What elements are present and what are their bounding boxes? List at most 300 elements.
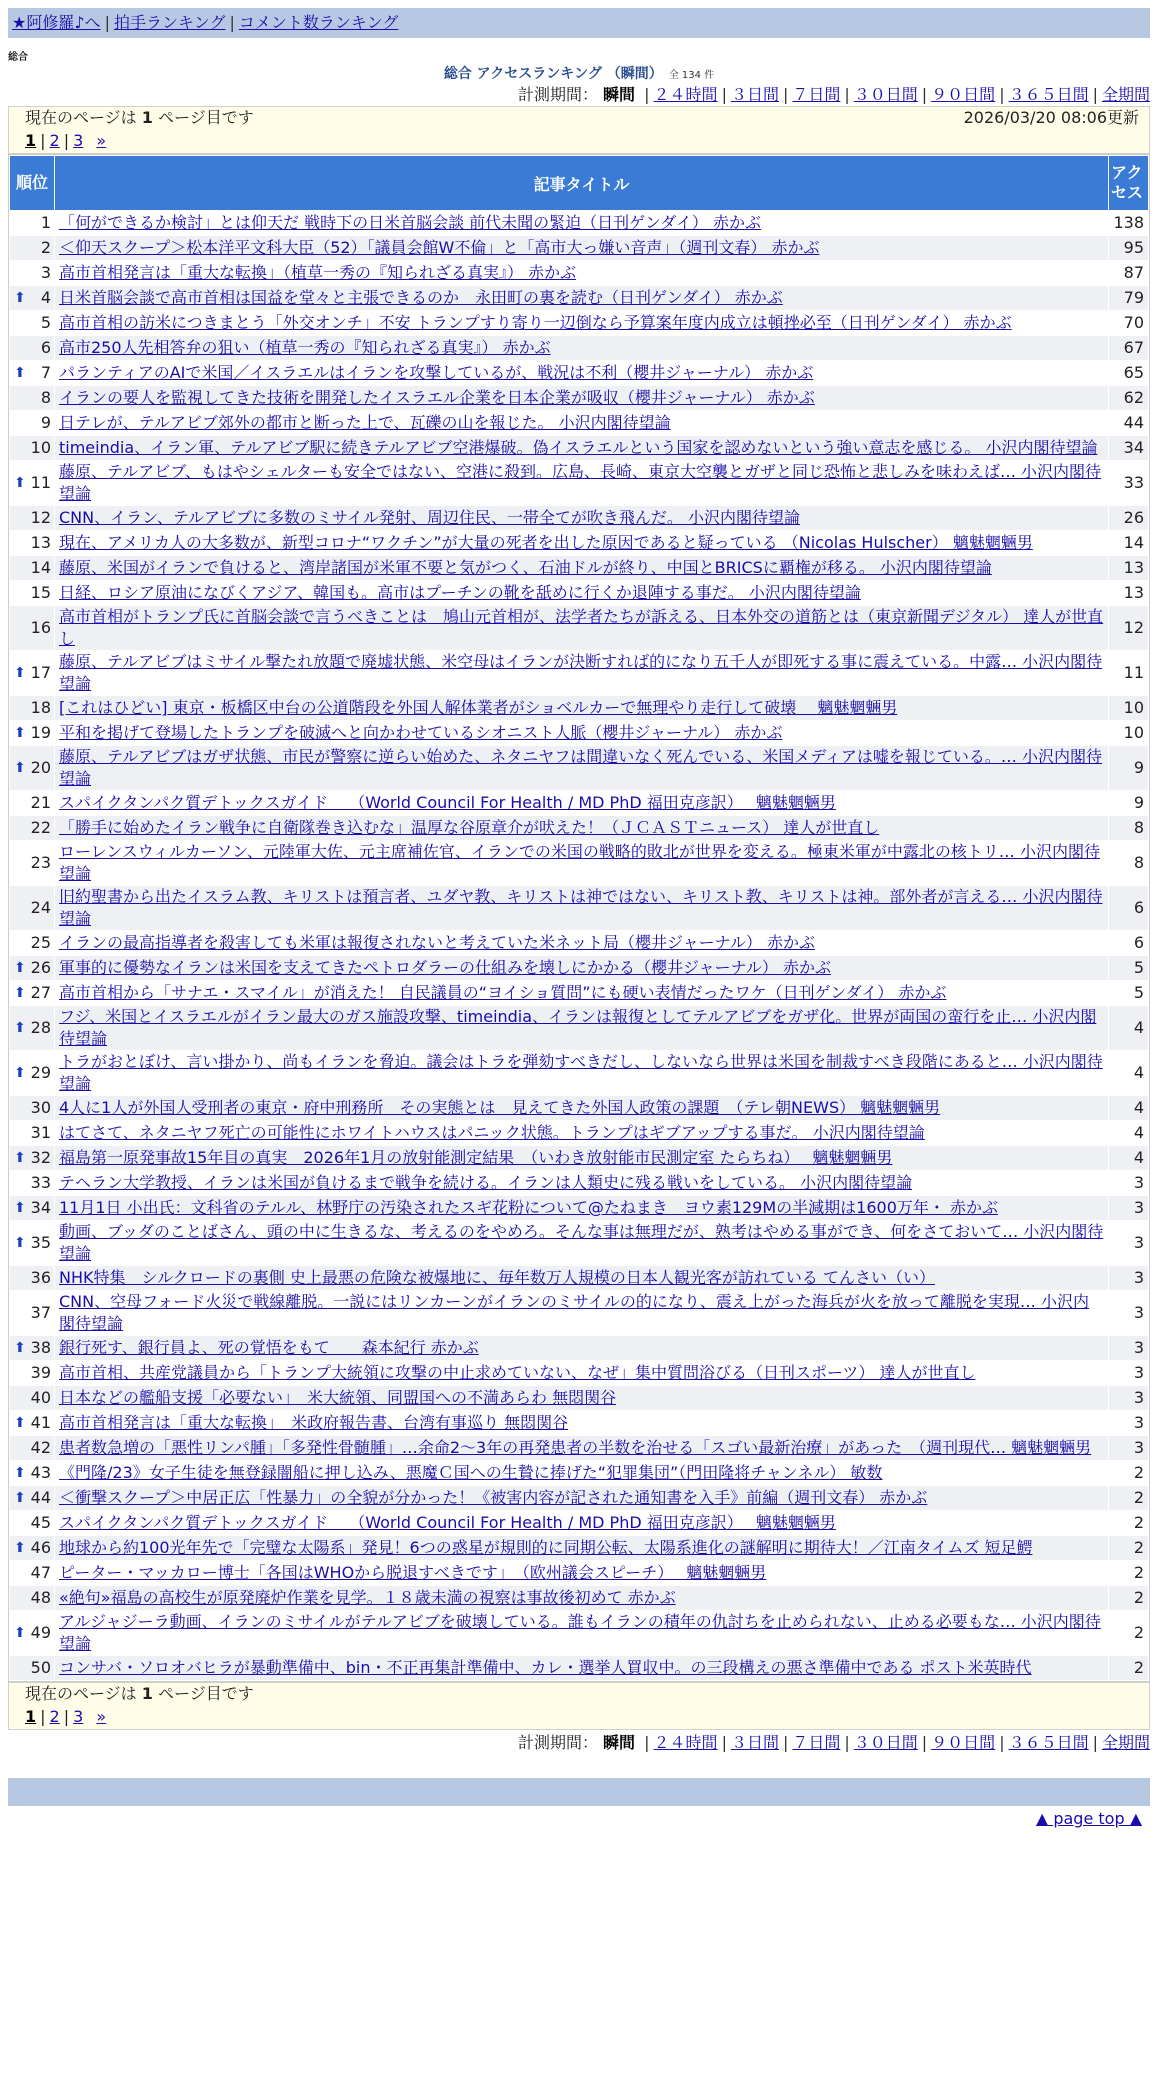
access-count: 4 bbox=[1109, 1096, 1148, 1120]
article-link[interactable]: イランの要人を監視してきた技術を開発したイスラエル企業を日本企業が吸収（櫻井ジャーナル） 赤かぶ bbox=[59, 388, 815, 407]
period-link[interactable]: ３６５日間 bbox=[1008, 1733, 1089, 1752]
article-link[interactable]: 日経、ロシア原油になびくアジア、韓国も。高市はプーチンの靴を舐めに行くか退陣する事だ。 小沢内閣待望論 bbox=[59, 583, 861, 602]
rank-up-icon: ⬆ bbox=[14, 1150, 26, 1166]
rank-cell bbox=[10, 1221, 54, 1265]
rank-up-icon: ⬆ bbox=[14, 475, 26, 491]
period-separator: | bbox=[782, 1733, 789, 1752]
title-cell bbox=[55, 721, 1108, 745]
rank-cell bbox=[10, 261, 54, 285]
article-link[interactable]: 「勝手に始めたイラン戦争に自衛隊巻き込むな」温厚な谷原章介が吠えた！（ＪＣＡＳＴニュース） 達人が世直し bbox=[59, 818, 880, 837]
article-link[interactable]: 高市首相発言は「重大な転換」 米政府報告書、台湾有事巡り 無悶関谷 bbox=[59, 1413, 569, 1432]
access-count: 9 bbox=[1109, 746, 1148, 790]
rank-up-icon: ⬆ bbox=[14, 760, 26, 776]
table-row bbox=[10, 1121, 1148, 1145]
title-cell bbox=[55, 1121, 1108, 1145]
access-count: 95 bbox=[1109, 236, 1148, 260]
rank-cell bbox=[10, 696, 54, 720]
rank-number: 13 bbox=[30, 533, 51, 552]
rank-cell bbox=[10, 461, 54, 505]
article-link[interactable]: 11月1日 小出氏：文科省のテルル、林野庁の汚染されたスギ花粉について@たねまき ヨウ素129Mの半減期は1600万年・ 赤かぶ bbox=[59, 1198, 998, 1217]
rank-cell bbox=[10, 1656, 54, 1680]
article-link[interactable]: 高市250人先相答弁の狙い（植草一秀の『知られざる真実』） 赤かぶ bbox=[59, 338, 551, 357]
table-row bbox=[10, 581, 1148, 605]
rank-number: 48 bbox=[30, 1588, 51, 1607]
period-separator: | bbox=[644, 1733, 650, 1752]
access-count: 3 bbox=[1109, 1336, 1148, 1360]
rank-number: 11 bbox=[30, 473, 51, 492]
access-count: 3 bbox=[1109, 1361, 1148, 1385]
title-cell bbox=[55, 1536, 1108, 1560]
access-count: 26 bbox=[1109, 506, 1148, 530]
access-count: 9 bbox=[1109, 791, 1148, 815]
period-separator: | bbox=[844, 85, 850, 104]
rank-cell bbox=[10, 1361, 54, 1385]
rank-number: 40 bbox=[30, 1388, 51, 1407]
rank-up-icon: ⬆ bbox=[14, 1235, 26, 1251]
access-count: 4 bbox=[1109, 1006, 1148, 1050]
title-cell bbox=[55, 436, 1108, 460]
table-row bbox=[10, 886, 1148, 930]
top-nav-bar bbox=[8, 8, 1150, 38]
rank-up-icon: ⬆ bbox=[14, 725, 26, 741]
rank-cell bbox=[10, 506, 54, 530]
access-count: 3 bbox=[1109, 1386, 1148, 1410]
title-cell bbox=[55, 1411, 1108, 1435]
page-top-area bbox=[8, 1806, 1150, 1832]
rank-up-icon: ⬆ bbox=[14, 1465, 26, 1481]
article-link[interactable]: アルジャジーラ動画、イランのミサイルがテルアビブを破壊している。誰もイランの積年の仇討ちを止められない、止める必要もな… 小沢内閣待望論 bbox=[59, 1612, 1101, 1653]
table-row bbox=[10, 311, 1148, 335]
rank-cell bbox=[10, 1051, 54, 1095]
access-count: 6 bbox=[1109, 886, 1148, 930]
pager-page-2[interactable]: 2 bbox=[49, 131, 60, 150]
title-cell bbox=[55, 651, 1108, 695]
rank-number: 10 bbox=[30, 438, 51, 457]
title-cell bbox=[55, 816, 1108, 840]
rank-number: 18 bbox=[30, 698, 51, 717]
table-row bbox=[10, 1221, 1148, 1265]
period-separator: | bbox=[999, 85, 1005, 104]
title-cell bbox=[55, 531, 1108, 555]
title-cell bbox=[55, 236, 1108, 260]
rank-cell bbox=[10, 1561, 54, 1585]
article-link[interactable]: コンサバ・ソロオバヒラが暴動準備中、bin・不正再集計準備中、カレ・選挙人買収中。の三段構えの悪さ準備中である ポスト米英時代 bbox=[59, 1658, 1032, 1677]
period-link[interactable]: ９０日間 bbox=[931, 1733, 996, 1752]
article-link[interactable]: CNN、空母フォード火災で戦線離脱。一説にはリンカーンがイランのミサイルの的になり、震え上がった海兵が火を放って離脱を実現… 小沢内閣待望論 bbox=[59, 1292, 1089, 1333]
table-row bbox=[10, 1586, 1148, 1610]
access-count: 2 bbox=[1109, 1586, 1148, 1610]
rank-cell bbox=[10, 956, 54, 980]
period-separator: | bbox=[721, 85, 727, 104]
article-link[interactable]: 高市首相発言は「重大な転換」（植草一秀の『知られざる真実』） 赤かぶ bbox=[59, 263, 577, 282]
article-link[interactable]: テヘラン大学教授、イランは米国が負けるまで戦争を続ける。イランは人類史に残る戦いをしている。 小沢内閣待望論 bbox=[59, 1173, 913, 1192]
rank-up-icon: ⬆ bbox=[14, 1065, 26, 1081]
rank-cell bbox=[10, 1171, 54, 1195]
rank-number: 22 bbox=[30, 818, 51, 837]
rank-cell bbox=[10, 1586, 54, 1610]
rank-number: 34 bbox=[30, 1198, 51, 1217]
access-count: 65 bbox=[1109, 361, 1148, 385]
rank-number: 27 bbox=[30, 983, 51, 1002]
rank-cell bbox=[10, 556, 54, 580]
article-link[interactable]: イランの最高指導者を殺害しても米軍は報復されないと考えていた米ネット局（櫻井ジャーナル） 赤かぶ bbox=[59, 933, 815, 952]
article-link[interactable]: パランティアのAIで米国／イスラエルはイランを攻撃しているが、戦況は不利（櫻井ジャーナル） 赤かぶ bbox=[59, 363, 814, 382]
title-cell bbox=[55, 1096, 1108, 1120]
pager-next[interactable]: » bbox=[96, 1707, 107, 1726]
title-cell bbox=[55, 311, 1108, 335]
table-row bbox=[10, 1291, 1148, 1335]
rank-number: 23 bbox=[30, 853, 51, 872]
access-count: 8 bbox=[1109, 816, 1148, 840]
title-cell bbox=[55, 956, 1108, 980]
rank-number: 44 bbox=[30, 1488, 51, 1507]
title-cell bbox=[55, 1436, 1108, 1460]
article-link[interactable]: 銀行死す、銀行員よ、死の覚悟をもて 森本紀行 赤かぶ bbox=[59, 1338, 479, 1357]
table-row bbox=[10, 981, 1148, 1005]
article-link[interactable]: 《門隆/23》女子生徒を無登録闇船に押し込み、悪魔Ｃ国への生贄に捧げた“犯罪集団”（門田隆将チャンネル） 敏数 bbox=[59, 1463, 883, 1482]
article-link[interactable]: CNN、イラン、テルアビブに多数のミサイル発射、周辺住民、一帯全てが吹き飛んだ。 小沢内閣待望論 bbox=[59, 508, 800, 527]
title-cell bbox=[55, 1336, 1108, 1360]
table-row bbox=[10, 721, 1148, 745]
title-cell bbox=[55, 746, 1108, 790]
rank-cell bbox=[10, 931, 54, 955]
period-separator: | bbox=[1092, 1733, 1098, 1752]
rank-up-icon: ⬆ bbox=[14, 365, 26, 381]
article-link[interactable]: 「何ができるか検討」とは仰天だ 戦時下の日米首脳会談 前代未聞の緊迫（日刊ゲンダイ） 赤かぶ bbox=[59, 213, 761, 232]
title-cell bbox=[55, 506, 1108, 530]
rank-up-icon: ⬆ bbox=[14, 1490, 26, 1506]
nav-separator: | bbox=[104, 13, 110, 32]
article-link[interactable]: フジ、米国とイスラエルがイラン最大のガス施設攻撃、timeindia、イランは報復としてテルアビブをガザ化。世界が両国の蛮行を止… 小沢内閣待望論 bbox=[59, 1007, 1097, 1048]
access-count: 2 bbox=[1109, 1461, 1148, 1485]
rank-cell bbox=[10, 211, 54, 235]
table-row bbox=[10, 1561, 1148, 1585]
title-cell bbox=[55, 1291, 1108, 1335]
title-cell bbox=[55, 1266, 1108, 1290]
period-link[interactable]: ２４時間 bbox=[653, 85, 718, 104]
table-row bbox=[10, 1336, 1148, 1360]
article-link[interactable]: 患者数急増の「悪性リンパ腫」「多発性骨髄腫」…余命2～3年の再発患者の半数を治せる「スゴい最新治療」があった （週刊現代… 魑魅魍魎男 bbox=[59, 1438, 1092, 1457]
rank-cell bbox=[10, 816, 54, 840]
article-link[interactable]: 高市首相の訪米につきまとう「外交オンチ」不安 トランプすり寄り一辺倒なら予算案年度内成立は頓挫必至（日刊ゲンダイ） 赤かぶ bbox=[59, 313, 1012, 332]
pager-top: 1 | 2 | 3 » bbox=[25, 131, 107, 150]
period-link[interactable]: 全期間 bbox=[1101, 1733, 1150, 1752]
period-link[interactable]: ３日間 bbox=[730, 1733, 779, 1752]
title-cell bbox=[55, 211, 1108, 235]
table-row bbox=[10, 1386, 1148, 1410]
article-link[interactable]: 日テレが、テルアビブ郊外の都市と断った上で、瓦礫の山を報じた。 小沢内閣待望論 bbox=[59, 413, 671, 432]
rank-number: 15 bbox=[30, 583, 51, 602]
access-count: 2 bbox=[1109, 1511, 1148, 1535]
rank-number: 6 bbox=[40, 338, 51, 357]
period-link[interactable]: ３日間 bbox=[730, 85, 779, 104]
page-top-link[interactable]: ▲ page top ▲ bbox=[1035, 1809, 1142, 1828]
access-count: 2 bbox=[1109, 1536, 1148, 1560]
article-link[interactable]: 平和を掲げて登場したトランプを破滅へと向かわせているシオニスト人脈（櫻井ジャーナル） 赤かぶ bbox=[59, 723, 783, 742]
title-cell bbox=[55, 1146, 1108, 1170]
period-label: 計測期間： bbox=[517, 85, 598, 104]
rank-number: 5 bbox=[40, 313, 51, 332]
pager-page-2[interactable]: 2 bbox=[49, 1707, 60, 1726]
article-link[interactable]: ＜仰天スクープ＞松本洋平文科大臣（52）「議員会館W不倫」と「高市大っ嫌い音声」（週刊文春） 赤かぶ bbox=[59, 238, 820, 257]
pager-page-3[interactable]: 3 bbox=[73, 1707, 84, 1726]
rank-up-icon: ⬆ bbox=[14, 665, 26, 681]
access-count: 8 bbox=[1109, 841, 1148, 885]
total-count: 全 134 件 bbox=[668, 70, 715, 81]
rank-cell bbox=[10, 791, 54, 815]
access-count: 34 bbox=[1109, 436, 1148, 460]
rank-number: 25 bbox=[30, 933, 51, 952]
pager-current[interactable]: 1 bbox=[25, 131, 37, 150]
access-count: 13 bbox=[1109, 581, 1148, 605]
article-link[interactable]: 高市首相がトランプ氏に首脳会談で言うべきことは 鳩山元首相が、法学者たちが訴える、日本外交の道筋とは（東京新聞デジタル） 達人が世直し bbox=[59, 607, 1104, 648]
access-count: 14 bbox=[1109, 531, 1148, 555]
nav-separator: | bbox=[229, 13, 235, 32]
article-link[interactable]: 高市首相から「サナエ・スマイル」が消えた！ 自民議員の“ヨイショ質問”にも硬い表情だったワケ（日刊ゲンダイ） 赤かぶ bbox=[59, 983, 947, 1002]
page-info: 現在のページは 1 ページ目です bbox=[25, 1684, 254, 1703]
clap-ranking-link[interactable]: 拍手ランキング bbox=[113, 13, 226, 32]
rank-cell bbox=[10, 1411, 54, 1435]
article-link[interactable]: 日本などの艦船支援「必要ない」 米大統領、同盟国への不満あらわ 無悶関谷 bbox=[59, 1388, 617, 1407]
access-count: 2 bbox=[1109, 1561, 1148, 1585]
article-link[interactable]: 藤原、テルアビブ、もはやシェルターも安全ではない、空港に殺到。広島、長崎、東京大空襲とガザと同じ恐怖と悲しみを味わえば… 小沢内閣待望論 bbox=[59, 462, 1102, 503]
page-info-box-bottom bbox=[8, 1682, 1150, 1730]
title-cell bbox=[55, 411, 1108, 435]
table-row bbox=[10, 931, 1148, 955]
rank-cell bbox=[10, 886, 54, 930]
rank-number: 33 bbox=[30, 1173, 51, 1192]
title-cell bbox=[55, 1051, 1108, 1095]
rank-cell bbox=[10, 411, 54, 435]
pager-current[interactable]: 1 bbox=[25, 1707, 37, 1726]
period-selector-bottom bbox=[8, 1732, 1150, 1754]
access-count: 2 bbox=[1109, 1611, 1148, 1655]
page-info: 現在のページは 1 ページ目です bbox=[25, 108, 254, 127]
article-link[interactable]: ローレンスウィルカーソン、元陸軍大佐、元主席補佐官、イランでの米国の戦略的敗北が世界を変える。極東米軍が中露北の核トリ… 小沢内閣待望論 bbox=[59, 842, 1101, 883]
rank-cell bbox=[10, 386, 54, 410]
title-cell bbox=[55, 386, 1108, 410]
rank-number: 29 bbox=[30, 1063, 51, 1082]
table-row bbox=[10, 651, 1148, 695]
article-link[interactable]: 地球から約100光年先で「完璧な太陽系」発見！6つの惑星が規則的に同期公転、太陽系進化の謎解明に期待大！／江南タイムズ 短足鰐 bbox=[59, 1538, 1033, 1557]
access-count: 79 bbox=[1109, 286, 1148, 310]
rank-cell bbox=[10, 1461, 54, 1485]
access-count: 33 bbox=[1109, 461, 1148, 505]
article-link[interactable]: 藤原、テルアビブはミサイル撃たれ放題で廃墟状態、米空母はイランが決断すれば的になり五千人が即死する事に震えている。中露… 小沢内閣待望論 bbox=[59, 652, 1103, 693]
rank-up-icon: ⬆ bbox=[14, 1340, 26, 1356]
rank-number: 35 bbox=[30, 1233, 51, 1252]
table-row bbox=[10, 436, 1148, 460]
rank-up-icon: ⬆ bbox=[14, 985, 26, 1001]
title-cell bbox=[55, 1561, 1108, 1585]
table-row bbox=[10, 1656, 1148, 1680]
updated-timestamp: 2026/03/20 08:06更新 bbox=[963, 108, 1139, 127]
article-link[interactable]: 軍事的に優勢なイランは米国を支えてきたペトロダラーの仕組みを壊しにかかる（櫻井ジャーナル） 赤かぶ bbox=[59, 958, 831, 977]
article-link[interactable]: ピーター・マッカロー博士「各国はWHOから脱退すべきです」 （欧州議会スピーチ） 魑魅魍魎男 bbox=[59, 1563, 767, 1582]
article-link[interactable]: 藤原、米国がイランで負けると、湾岸諸国が米軍不要と気がつく、石油ドルが終り、中国とBRICSに覇権が移る。 小沢内閣待望論 bbox=[59, 558, 992, 577]
rank-number: 26 bbox=[30, 958, 51, 977]
access-count: 12 bbox=[1109, 606, 1148, 650]
title-cell bbox=[55, 1611, 1108, 1655]
rank-cell bbox=[10, 981, 54, 1005]
article-link[interactable]: スパイクタンパク質デトックスガイド （World Council For Health / MD PhD 福田克彦訳） 魑魅魍魎男 bbox=[59, 1513, 836, 1532]
article-link[interactable]: トラがおとぼけ、言い掛かり、尚もイランを脅迫。議会はトラを弾劾すべきだし、しないなら世界は米国を制裁すべき段階にあると… 小沢内閣待望論 bbox=[59, 1052, 1103, 1093]
access-count: 4 bbox=[1109, 1146, 1148, 1170]
title-cell bbox=[55, 931, 1108, 955]
period-link[interactable]: ９０日間 bbox=[931, 85, 996, 104]
table-row bbox=[10, 236, 1148, 260]
table-row bbox=[10, 1051, 1148, 1095]
title-header: 記事タイトル bbox=[55, 156, 1108, 210]
title-cell bbox=[55, 1221, 1108, 1265]
article-link[interactable]: timeindia、イラン軍、テルアビブ駅に続きテルアビブ空港爆破。偽イスラエルという国家を認めないという強い意志を感じる。 小沢内閣待望論 bbox=[59, 438, 1098, 457]
rank-number: 38 bbox=[30, 1338, 51, 1357]
period-link[interactable]: ３０日間 bbox=[853, 85, 918, 104]
rank-cell bbox=[10, 361, 54, 385]
table-row bbox=[10, 386, 1148, 410]
table-row bbox=[10, 1461, 1148, 1485]
rank-header: 順位 bbox=[10, 156, 54, 210]
rank-number: 31 bbox=[30, 1123, 51, 1142]
rank-cell bbox=[10, 1266, 54, 1290]
access-count: 70 bbox=[1109, 311, 1148, 335]
title-cell bbox=[55, 1511, 1108, 1535]
table-row bbox=[10, 506, 1148, 530]
table-row bbox=[10, 816, 1148, 840]
table-row bbox=[10, 1361, 1148, 1385]
access-count: 138 bbox=[1109, 211, 1148, 235]
table-row bbox=[10, 1196, 1148, 1220]
access-count: 13 bbox=[1109, 556, 1148, 580]
period-link[interactable]: ３０日間 bbox=[853, 1733, 918, 1752]
access-count: 3 bbox=[1109, 1171, 1148, 1195]
article-link[interactable]: 現在、アメリカ人の大多数が、新型コロナ“ワクチン”が大量の死者を出した原因であると疑っている （Nicolas Hulscher） 魑魅魍魎男 bbox=[59, 533, 1033, 552]
period-separator: | bbox=[1092, 85, 1098, 104]
title-cell bbox=[55, 581, 1108, 605]
article-link[interactable]: ＜衝撃スクープ＞中居正広「性暴力」の全貌が分かった！《被害内容が記された通知書を入手》前編（週刊文春） 赤かぶ bbox=[59, 1488, 928, 1507]
article-link[interactable]: 日米首脳会談で高市首相は国益を堂々と主張できるのか 永田町の裏を読む（日刊ゲンダイ） 赤かぶ bbox=[59, 288, 783, 307]
pager-page-3[interactable]: 3 bbox=[73, 131, 84, 150]
table-row bbox=[10, 336, 1148, 360]
title-cell bbox=[55, 1171, 1108, 1195]
rank-number: 2 bbox=[40, 238, 51, 257]
access-count: 10 bbox=[1109, 721, 1148, 745]
rank-number: 19 bbox=[30, 723, 51, 742]
access-count: 11 bbox=[1109, 651, 1148, 695]
table-row bbox=[10, 1266, 1148, 1290]
title-cell bbox=[55, 1361, 1108, 1385]
rank-number: 50 bbox=[30, 1658, 51, 1677]
access-count: 2 bbox=[1109, 1486, 1148, 1510]
rank-number: 37 bbox=[30, 1303, 51, 1322]
rank-number: 41 bbox=[30, 1413, 51, 1432]
rank-number: 30 bbox=[30, 1098, 51, 1117]
rank-number: 7 bbox=[40, 363, 51, 382]
period-link[interactable]: ７日間 bbox=[792, 85, 841, 104]
access-count: 87 bbox=[1109, 261, 1148, 285]
rank-cell bbox=[10, 236, 54, 260]
article-link[interactable]: NHK特集 シルクロードの裏側 史上最悪の危険な被爆地に、毎年数万人規模の日本人観光客が訪れている てんさい（い） bbox=[59, 1268, 935, 1287]
table-row bbox=[10, 956, 1148, 980]
article-link[interactable]: 旧約聖書から出たイスラム教、キリストは預言者、ユダヤ教、キリストは神ではない、キリスト教、キリストは神。部外者が言える… 小沢内閣待望論 bbox=[59, 887, 1103, 928]
period-separator: | bbox=[921, 85, 928, 104]
rank-number: 32 bbox=[30, 1148, 51, 1167]
rank-cell bbox=[10, 286, 54, 310]
title-cell bbox=[55, 1006, 1108, 1050]
home-link[interactable]: ★阿修羅♪へ bbox=[12, 13, 101, 32]
rank-number: 39 bbox=[30, 1363, 51, 1382]
access-count: 3 bbox=[1109, 1221, 1148, 1265]
period-link[interactable]: ７日間 bbox=[792, 1733, 841, 1752]
access-count: 3 bbox=[1109, 1411, 1148, 1435]
rank-cell bbox=[10, 1291, 54, 1335]
article-link[interactable]: スパイクタンパク質デトックスガイド （World Council For Health / MD PhD 福田克彦訳） 魑魅魍魎男 bbox=[59, 793, 836, 812]
page-info-box-top bbox=[8, 106, 1150, 154]
table-row bbox=[10, 1171, 1148, 1195]
rank-cell bbox=[10, 1611, 54, 1655]
article-link[interactable]: «絶句»福島の高校生が原発廃炉作業を見学。１８歳未満の視察は事故後初めて 赤かぶ bbox=[59, 1588, 676, 1607]
title-cell bbox=[55, 696, 1108, 720]
article-link[interactable]: 藤原、テルアビブはガザ状態、市民が警察に逆らい始めた、ネタニヤフは間違いなく死んでいる、米国メディアは嘘を報じている。… 小沢内閣待望論 bbox=[59, 747, 1103, 788]
article-link[interactable]: [これはひどい] 東京・板橋区中台の公道階段を外国人解体業者がショベルカーで無理やり走行して破壊 魑魅魍魎男 bbox=[59, 698, 898, 717]
article-link[interactable]: 4人に1人が外国人受刑者の東京・府中刑務所 その実態とは 見えてきた外国人政策の課題 （テレ朝NEWS） 魑魅魍魎男 bbox=[59, 1098, 941, 1117]
rank-number: 9 bbox=[40, 413, 51, 432]
rank-cell bbox=[10, 746, 54, 790]
rank-cell bbox=[10, 651, 54, 695]
title-cell bbox=[55, 556, 1108, 580]
rank-cell bbox=[10, 1336, 54, 1360]
period-separator: | bbox=[782, 85, 789, 104]
rank-cell bbox=[10, 1121, 54, 1145]
article-link[interactable]: はてさて、ネタニヤフ死亡の可能性にホワイトハウスはパニック状態。トランプはギブアップする事だ。 小沢内閣待望論 bbox=[59, 1123, 925, 1142]
rank-number: 12 bbox=[30, 508, 51, 527]
rank-up-icon: ⬆ bbox=[14, 1540, 26, 1556]
rank-cell bbox=[10, 1196, 54, 1220]
article-link[interactable]: 福島第一原発事故15年目の真実 2026年1月の放射能測定結果 （いわき放射能市民測定室 たらちね） 魑魅魍魎男 bbox=[59, 1148, 893, 1167]
rank-number: 28 bbox=[30, 1018, 51, 1037]
access-count: 3 bbox=[1109, 1436, 1148, 1460]
table-row bbox=[10, 696, 1148, 720]
period-link[interactable]: ３６５日間 bbox=[1008, 85, 1089, 104]
pager-next[interactable]: » bbox=[96, 131, 107, 150]
title-cell bbox=[55, 1461, 1108, 1485]
title-cell bbox=[55, 1586, 1108, 1610]
rank-up-icon: ⬆ bbox=[14, 1415, 26, 1431]
article-link[interactable]: 動画、ブッダのことばさん、頭の中に生きるな、考えるのをやめろ。そんな事は無理だが、熟考はやめる事ができ、何をさておいて… 小沢内閣待望論 bbox=[59, 1222, 1104, 1263]
table-row bbox=[10, 286, 1148, 310]
title-cell bbox=[55, 1386, 1108, 1410]
access-count: 62 bbox=[1109, 386, 1148, 410]
bottom-bar bbox=[8, 1778, 1150, 1806]
title-cell bbox=[55, 886, 1108, 930]
period-current: 瞬間 bbox=[603, 85, 636, 104]
rank-cell bbox=[10, 1436, 54, 1460]
period-link[interactable]: ２４時間 bbox=[653, 1733, 718, 1752]
access-count: 3 bbox=[1109, 1266, 1148, 1290]
article-link[interactable]: 高市首相、共産党議員から「トランプ大統領に攻撃の中止求めていない、なぜ」集中質問浴びる（日刊スポーツ） 達人が世直し bbox=[59, 1363, 976, 1382]
period-separator: | bbox=[999, 1733, 1005, 1752]
table-row bbox=[10, 791, 1148, 815]
table-row bbox=[10, 841, 1148, 885]
period-link[interactable]: 全期間 bbox=[1101, 85, 1150, 104]
rank-cell bbox=[10, 531, 54, 555]
rank-number: 17 bbox=[30, 663, 51, 682]
access-count: 4 bbox=[1109, 1121, 1148, 1145]
comment-ranking-link[interactable]: コメント数ランキング bbox=[238, 13, 399, 32]
rank-cell bbox=[10, 1486, 54, 1510]
rank-cell bbox=[10, 841, 54, 885]
rank-cell bbox=[10, 1511, 54, 1535]
